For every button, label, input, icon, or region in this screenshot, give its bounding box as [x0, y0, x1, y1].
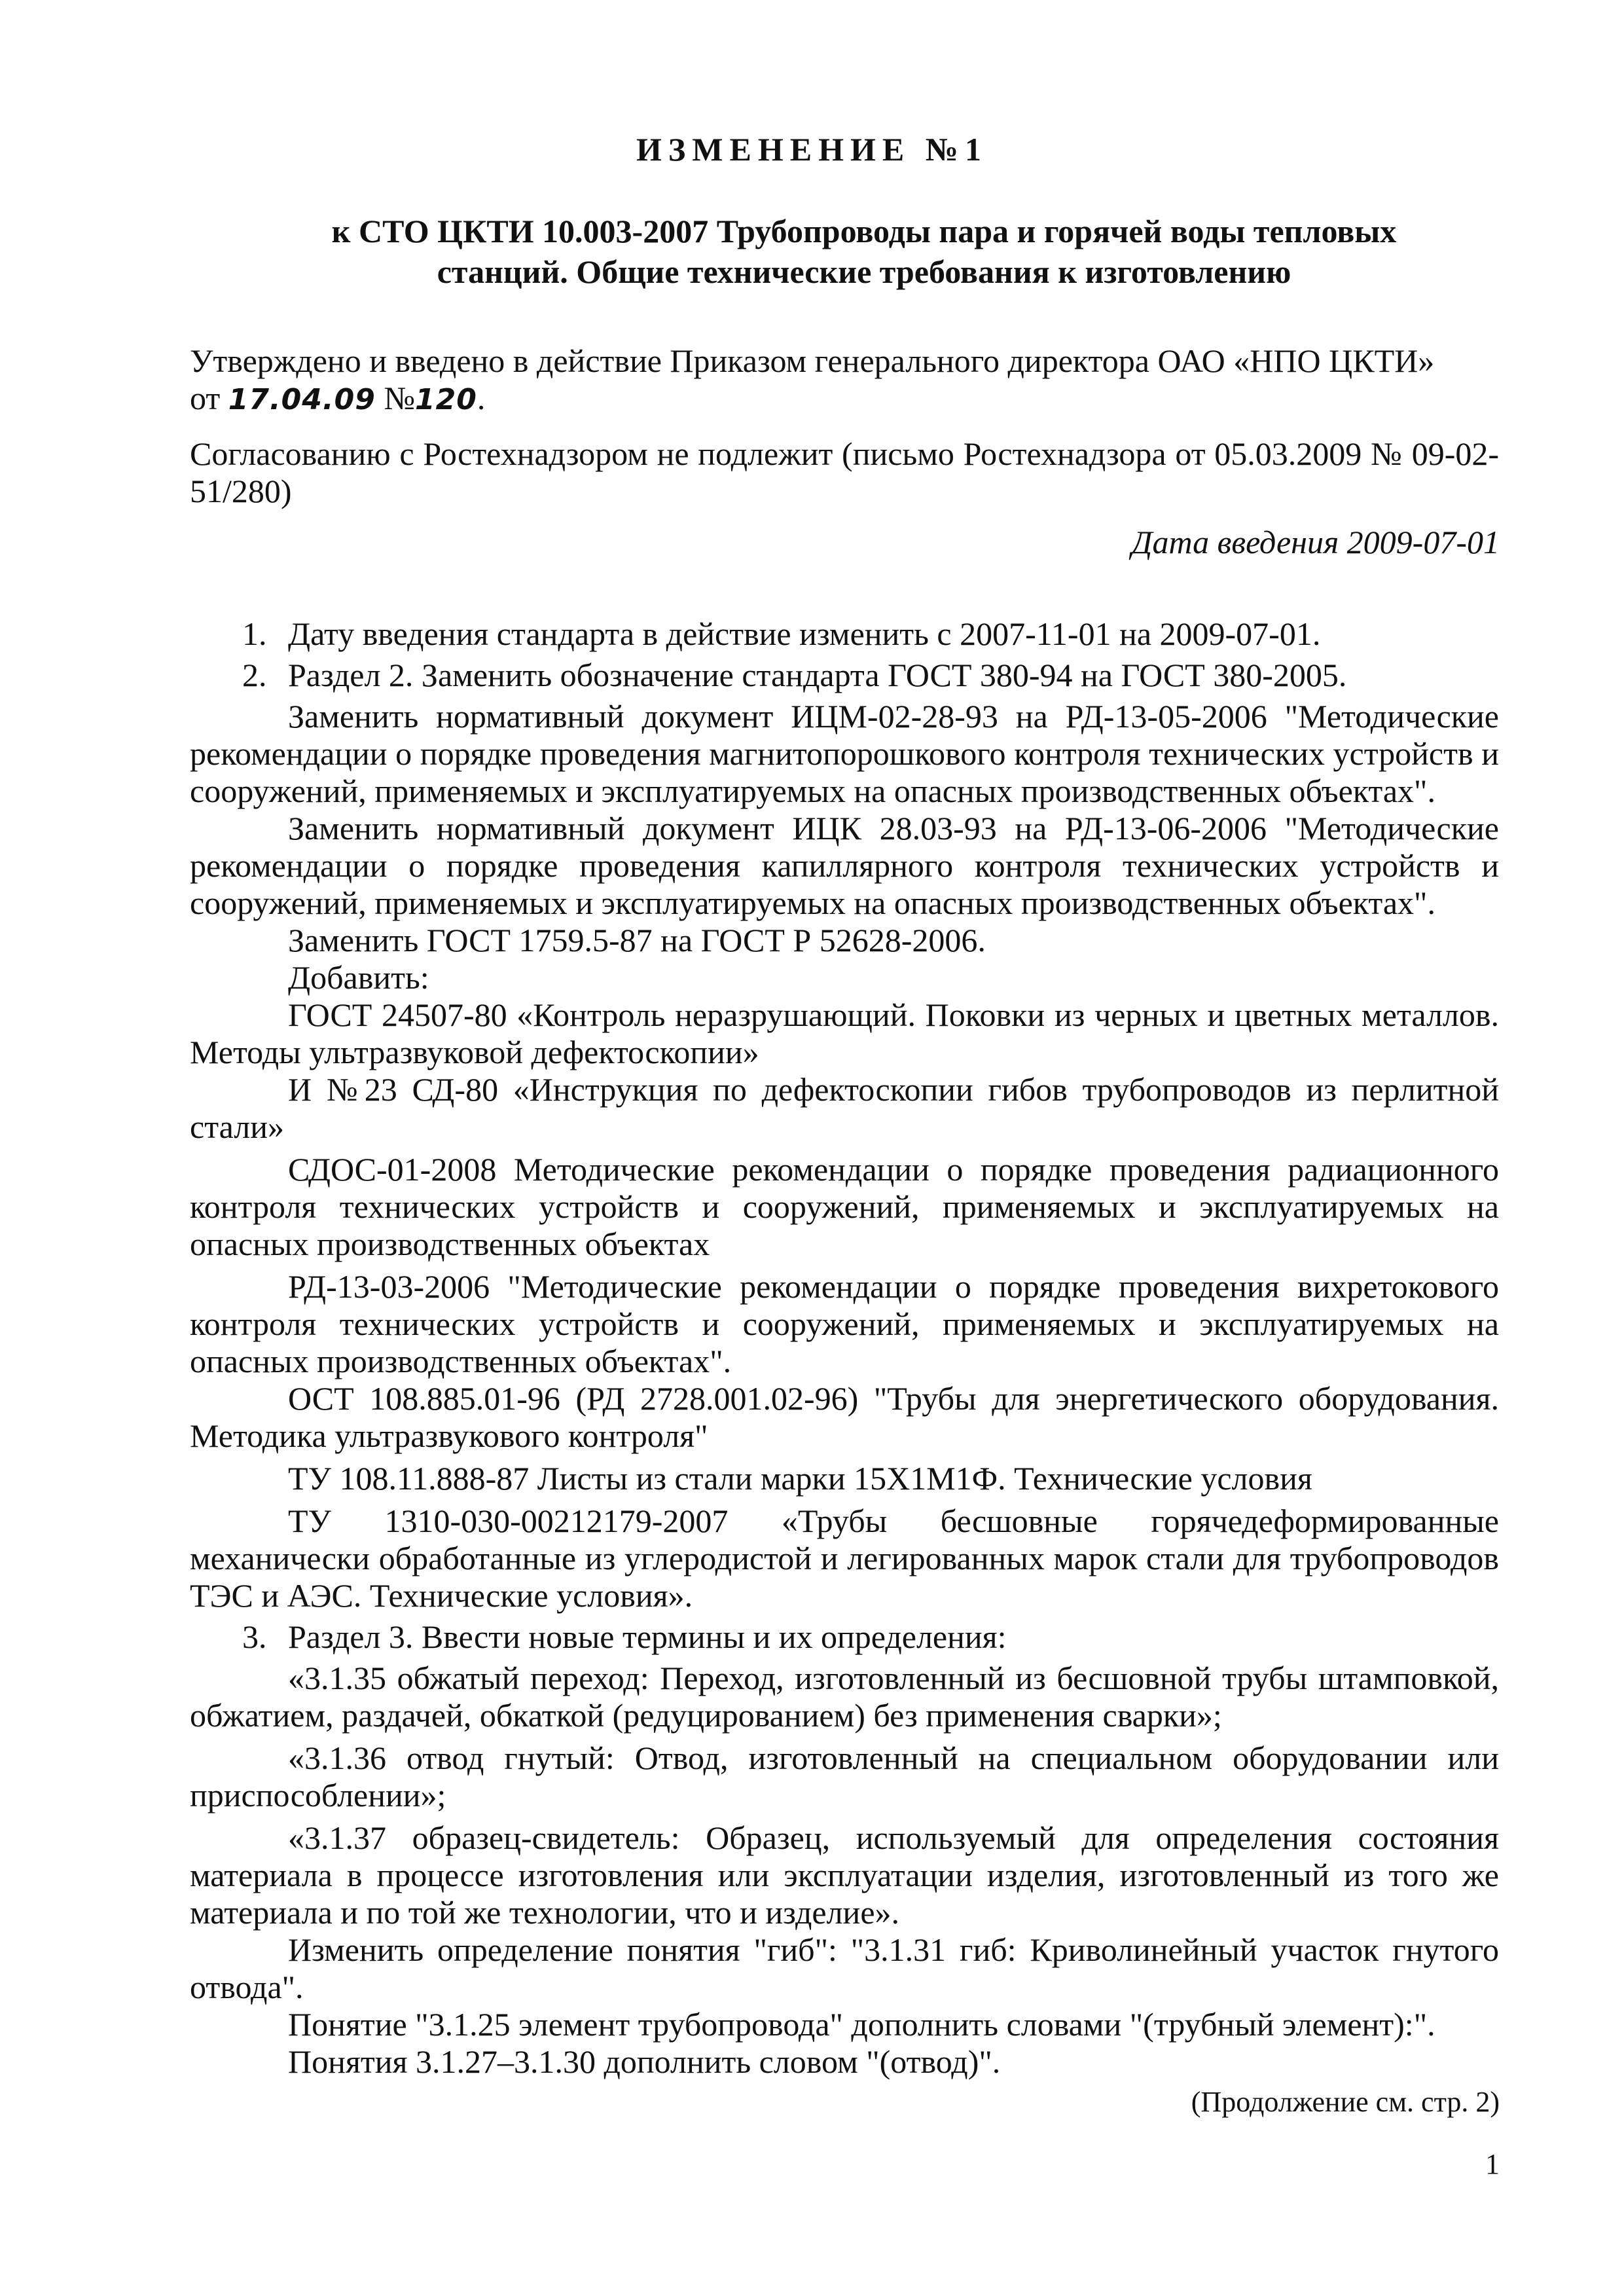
approval-text: Утверждено и введено в действие Приказом генерального директора ОАО «НПО ЦКТИ»: [190, 342, 1435, 379]
page-number: 1: [1485, 2148, 1500, 2180]
handwritten-number: 120: [415, 383, 477, 416]
approval-number-label: №: [384, 380, 416, 416]
paragraph: Заменить нормативный документ ИЦК 28.03-93 на РД-13-06-2006 "Методические рекомендации о порядке проведения капиллярного контроля технических устройств и сооружений, применяемых и эксплуатируемых на опасных производственных объектах".: [190, 810, 1499, 921]
list-item: [190, 615, 1499, 653]
list-item-number: 3.: [242, 1618, 267, 1655]
continuation-note: (Продолжение см. стр. 2): [1191, 2086, 1500, 2118]
introduction-date: Дата введения 2009-07-01: [1131, 524, 1500, 560]
document-body: [190, 615, 1499, 2081]
paragraph: И №23 СД-80 «Инструкция по дефектоскопии гибов трубопроводов из перлитной стали»: [190, 1071, 1499, 1145]
definition-paragraph: «3.1.35 обжатый переход: Переход, изготовленный из бесшовной трубы штамповкой, обжатием, раздачей, обкаткой (редуцированием) без применения сварки»;: [190, 1660, 1499, 1734]
paragraph: ОСТ 108.885.01-96 (РД 2728.001.02-96) "Трубы для энергетического оборудования. Методика ультразвукового контроля": [190, 1380, 1499, 1454]
approval-statement: [190, 342, 1499, 418]
paragraph: Изменить определение понятия "гиб": "3.1.31 гиб: Криволинейный участок гнутого отвода".: [190, 1931, 1499, 2005]
document-subtitle: [216, 211, 1512, 292]
paragraph: Понятие "3.1.25 элемент трубопровода" дополнить словами "(трубный элемент):".: [288, 2006, 1435, 2043]
subtitle-line-2: станций. Общие технические требования к изготовлению: [437, 253, 1291, 290]
paragraph: СДОС-01-2008 Методические рекомендации о порядке проведения радиационного контроля технических устройств и сооружений, применяемых и эксплуатируемых на опасных производственных объектах: [190, 1151, 1499, 1262]
approval-order-line: [190, 380, 1499, 418]
handwritten-date: 17.04.09: [228, 383, 376, 416]
list-item-number: 2.: [242, 657, 267, 693]
subtitle-line-1: к СТО ЦКТИ 10.003-2007 Трубопроводы пара и горячей воды тепловых: [331, 213, 1397, 249]
paragraph: РД-13-03-2006 "Методические рекомендации о порядке проведения вихретокового контроля технических устройств и сооружений, применяемых и эксплуатируемых на опасных производственных объектах".: [190, 1268, 1499, 1379]
list-item-text: Раздел 2. Заменить обозначение стандарта ГОСТ 380-94 на ГОСТ 380-2005.: [288, 657, 1347, 693]
list-item-text: Дату введения стандарта в действие изменить с 2007-11-01 на 2009-07-01.: [288, 615, 1321, 652]
definition-paragraph: «3.1.37 образец-свидетель: Образец, используемый для определения состояния материала в процессе изготовления или эксплуатации изделия, изготовленный из того же материала и по той же технологии, что и изделие».: [190, 1819, 1499, 1931]
paragraph: Заменить ГОСТ 1759.5-87 на ГОСТ Р 52628-2006.: [288, 922, 986, 958]
list-item-text: Раздел 3. Ввести новые термины и их определения:: [288, 1618, 1007, 1655]
definition-paragraph: «3.1.36 отвод гнутый: Отвод, изготовленный на специальном оборудовании или приспособлении»;: [190, 1740, 1499, 1813]
agreement-statement: Согласованию с Ростехнадзором не подлежит (письмо Ростехнадзора от 05.03.2009 № 09-02-51/280): [190, 435, 1499, 509]
paragraph: ТУ 1310-030-00212179-2007 «Трубы бесшовные горячедеформированные механически обработанные из углеродистой и легированных марок стали для трубопроводов ТЭС и АЭС. Технические условия».: [190, 1503, 1499, 1614]
list-item-number: 1.: [242, 615, 267, 652]
list-item: [190, 657, 1499, 694]
list-item: [190, 1618, 1499, 1656]
approval-end: .: [477, 380, 486, 416]
paragraph: Добавить:: [288, 959, 429, 996]
document-title: ИЗМЕНЕНИЕ №1: [636, 131, 988, 168]
paragraph: Заменить нормативный документ ИЦМ-02-28-93 на РД-13-05-2006 "Методические рекомендации о порядке проведения магнитопорошкового контроля технических устройств и сооружений, применяемых и эксплуатируемых на опасных производственных объектах".: [190, 698, 1499, 809]
paragraph: Понятия 3.1.27–3.1.30 дополнить словом "(отвод)".: [288, 2043, 1001, 2080]
approval-from-label: от: [190, 380, 221, 416]
paragraph: ТУ 108.11.888-87 Листы из стали марки 15Х1М1Ф. Технические условия: [288, 1460, 1312, 1497]
paragraph: ГОСТ 24507-80 «Контроль неразрушающий. Поковки из черных и цветных металлов. Методы ультразвуковой дефектоскопии»: [190, 996, 1499, 1070]
